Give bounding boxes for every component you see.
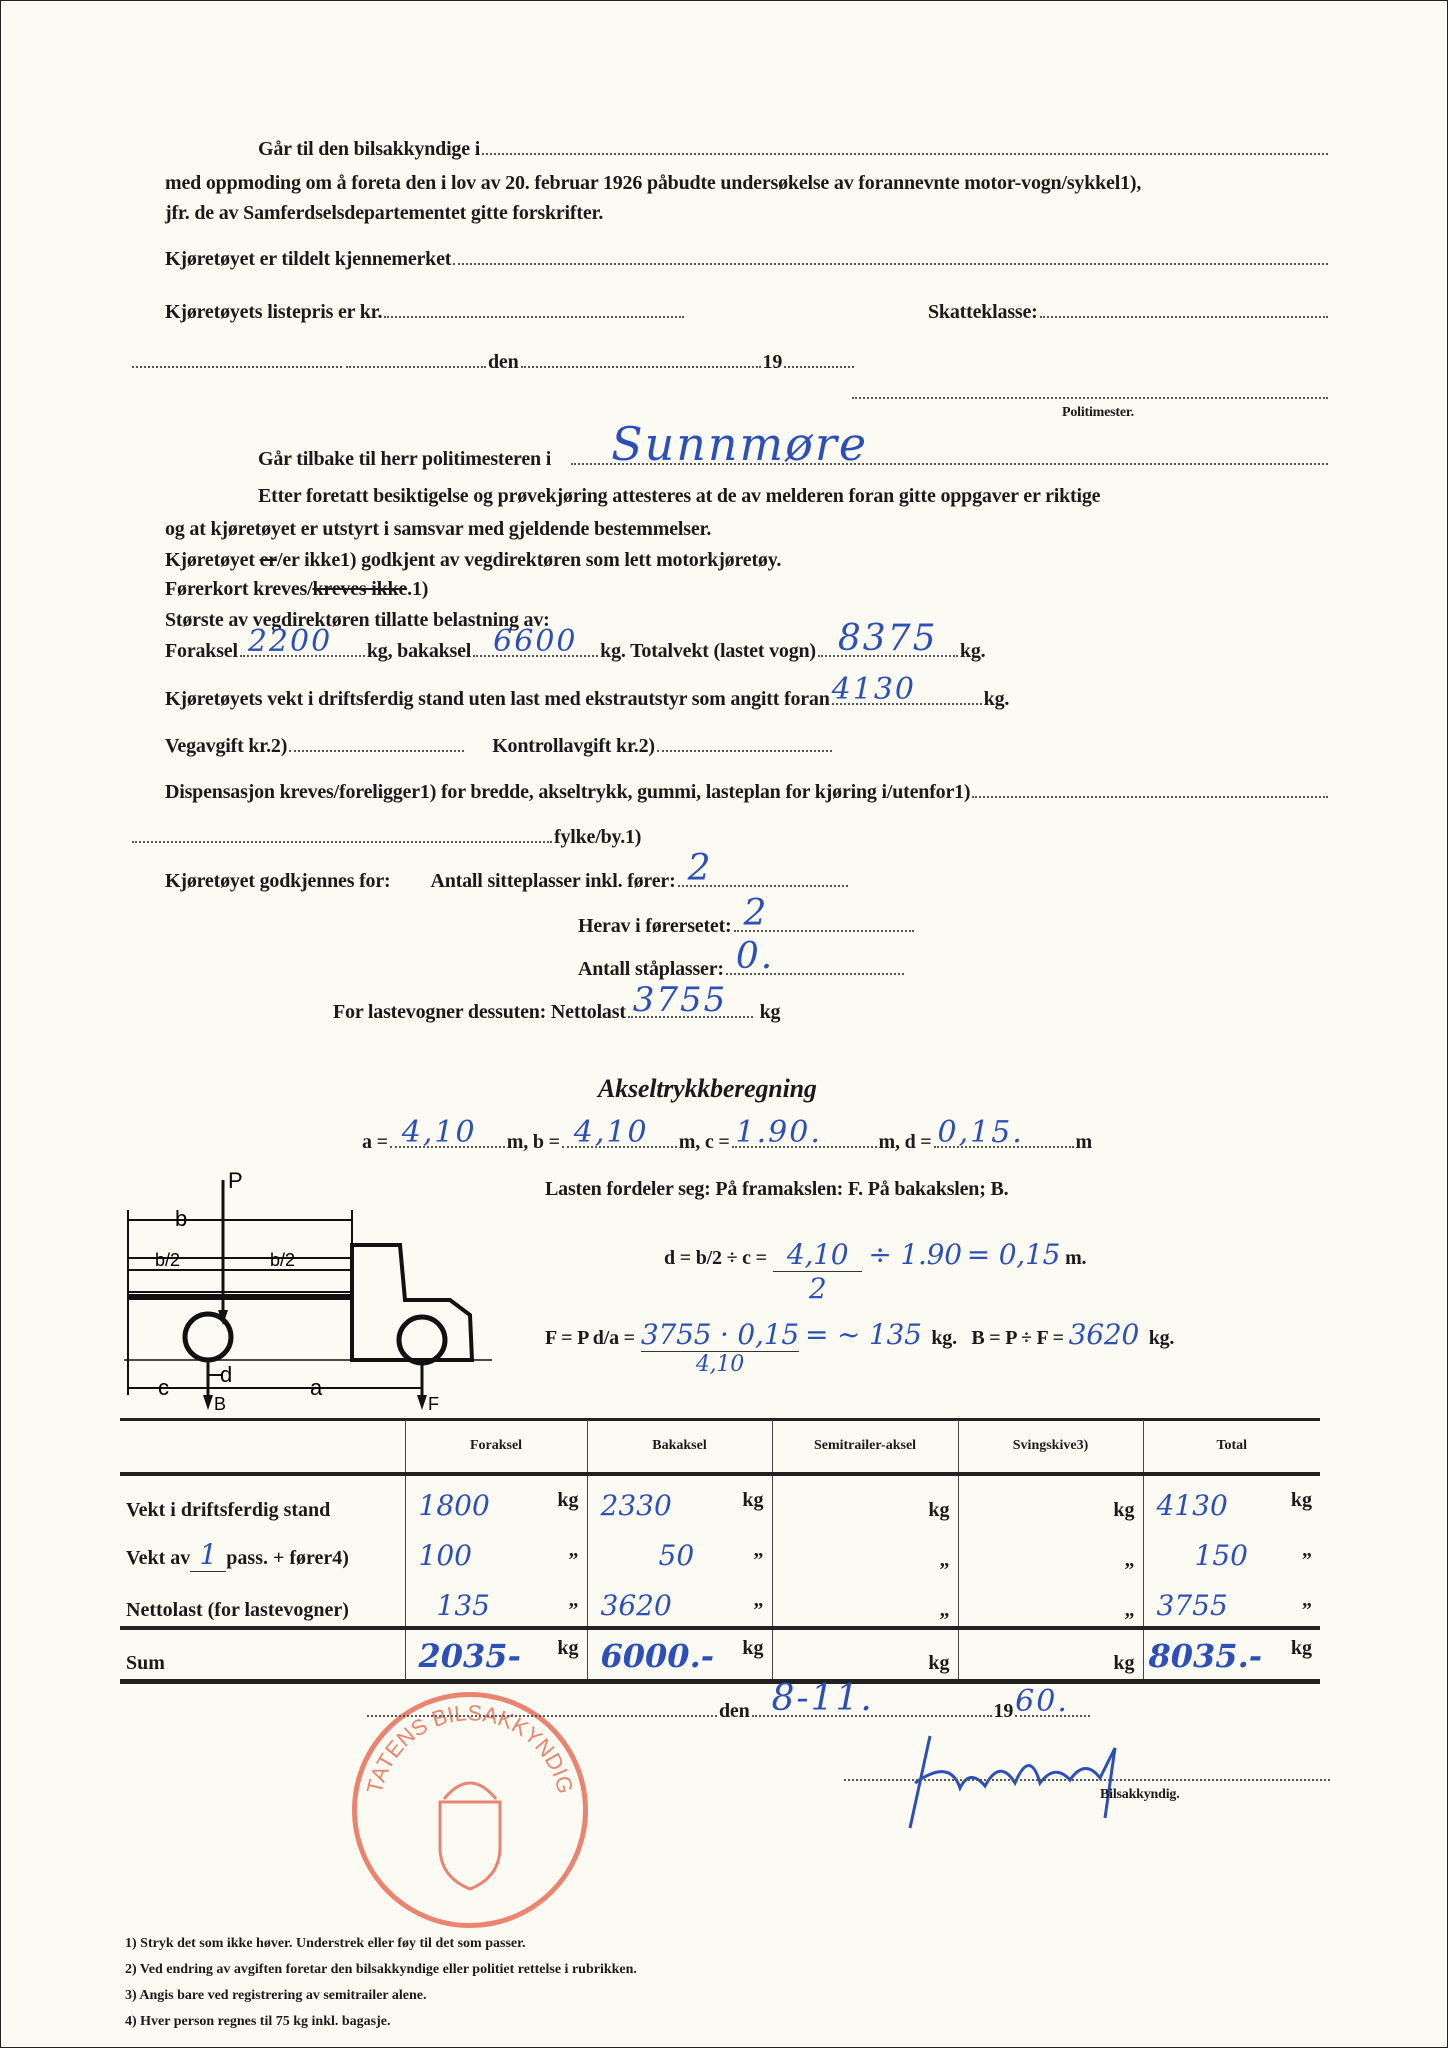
field-b[interactable] <box>562 1115 677 1150</box>
label-d: d <box>220 1362 233 1387</box>
table-cell[interactable] <box>405 1576 587 1628</box>
unit: kg <box>1290 1637 1312 1659</box>
handwritten-value: 3755 <box>1156 1589 1228 1622</box>
truck-cab <box>352 1245 472 1360</box>
unit: kg <box>742 1637 764 1659</box>
text: .1) <box>407 578 429 600</box>
text: kg <box>759 1001 781 1023</box>
label-b-half: b/2 <box>270 1250 296 1270</box>
line-vekt <box>165 672 1010 711</box>
footnote: 3) Angis bare ved registrering av semitrailer alene. <box>125 1988 427 2003</box>
table-row <box>120 1576 1320 1628</box>
text: m, d = <box>878 1131 932 1153</box>
column-header: Semitrailer-aksel <box>772 1420 958 1474</box>
lasten-text: Lasten fordeler seg: På framakslen: F. På bakakslen; B. <box>545 1178 1009 1200</box>
text: Kjøretøyet er tildelt kjennemerket <box>165 248 452 270</box>
text-line: jfr. de av Samferdselsdepartementet gitte forskrifter. <box>165 202 604 224</box>
unit: „ <box>753 1589 764 1611</box>
text: den <box>488 351 519 373</box>
field-skatteklasse[interactable] <box>1040 302 1328 318</box>
field-vegavgift[interactable] <box>289 736 464 752</box>
field-listepris[interactable] <box>384 302 684 318</box>
cargo-bed <box>128 1270 352 1292</box>
line-skatteklasse <box>928 301 1330 324</box>
handwritten-value: 1.90. <box>735 1115 822 1150</box>
line-staplasser <box>578 936 906 981</box>
axle-weight-table <box>120 1420 1320 1684</box>
handwritten-value: 100 <box>418 1539 472 1572</box>
line-politimester <box>258 417 1330 471</box>
table-cell[interactable] <box>772 1474 958 1526</box>
text: Skatteklasse: <box>928 301 1038 323</box>
field-place2[interactable] <box>346 352 486 368</box>
footnote: 1) Stryk det som ikke høver. Understrek eller føy til det som passer. <box>125 1936 526 1951</box>
sum-row <box>120 1628 1320 1682</box>
table-cell[interactable] <box>958 1474 1143 1526</box>
text: Går tilbake til herr politimesteren i <box>258 448 552 470</box>
line-nettolast <box>333 980 781 1024</box>
label-b-half: b/2 <box>155 1250 181 1270</box>
unit: kg <box>928 1499 950 1521</box>
fraction <box>773 1238 863 1305</box>
struck-text: er <box>259 549 277 571</box>
line-avgift <box>165 735 834 758</box>
label-f-axle: F <box>428 1394 439 1410</box>
line-forersetet <box>578 893 916 938</box>
handwritten-signature <box>890 1728 1210 1838</box>
text: F = P d/a = <box>545 1327 635 1349</box>
unit: „ <box>1124 1599 1135 1621</box>
d-formula <box>664 1238 1086 1305</box>
unit: kg <box>928 1652 950 1674</box>
front-wheel <box>399 1317 445 1363</box>
label-a: a <box>310 1375 323 1400</box>
table-cell[interactable] <box>1143 1576 1320 1628</box>
text: /er ikke1) godkjent av vegdirektøren som lett motorkjøretøy. <box>276 549 782 571</box>
text-line: og at kjøretøyet er utstyrt i samsvar med gjeldende bestemmelser. <box>165 518 712 540</box>
unit: „ <box>753 1539 764 1561</box>
unit: „ <box>1302 1589 1312 1611</box>
text: Kjøretøyet godkjennes for: <box>165 870 391 892</box>
handwritten-value: 4,10 <box>773 1238 863 1272</box>
handwritten-value: 8375 <box>837 618 938 659</box>
field-dispensasjon[interactable] <box>972 782 1328 798</box>
text: kg. Totalvekt (lastet vogn) <box>600 640 816 662</box>
handwritten-value: 4130 <box>831 672 917 707</box>
field-day[interactable] <box>521 352 761 368</box>
text: Kjøretøyets vekt i driftsferdig stand uten last med ekstrautstyr som angitt foran <box>165 688 830 710</box>
column-header: Total <box>1143 1420 1320 1474</box>
text: m <box>1075 1131 1092 1153</box>
line-dimensions <box>362 1115 1092 1154</box>
handwritten-value: 2035- <box>418 1637 521 1675</box>
field-fylke[interactable] <box>132 827 552 843</box>
handwritten-value: 3755 · 0,15 <box>640 1318 799 1351</box>
struck-text: kreves ikke <box>312 578 408 600</box>
field-sitteplasser[interactable] <box>678 848 848 889</box>
text: For lastevogner dessuten: Nettolast <box>333 1001 626 1023</box>
handwritten-value: 6000.- <box>600 1637 714 1675</box>
field-foraksel[interactable] <box>240 624 365 659</box>
fraction <box>641 1318 799 1377</box>
text: kg. <box>931 1327 957 1349</box>
unit: „ <box>939 1599 950 1621</box>
text-line: Etter foretatt besiktigelse og prøvekjøring attesteres at de av melderen foran gitte oppgaver er riktige <box>258 485 1101 507</box>
field-vekt[interactable] <box>831 672 982 707</box>
field-c[interactable] <box>732 1115 877 1150</box>
handwritten-value: 3620 <box>1068 1318 1140 1351</box>
text: fylke/by.1) <box>554 826 642 848</box>
handwritten-value: 1 <box>190 1538 226 1572</box>
field-bilsakkyndige[interactable] <box>482 139 1328 155</box>
footnote: 4) Hver person regnes til 75 kg inkl. bagasje. <box>125 2014 391 2029</box>
column-header: Svingskive3) <box>958 1420 1143 1474</box>
unit: kg <box>557 1489 579 1511</box>
label-b: b <box>175 1206 188 1231</box>
text: kg. <box>983 688 1010 710</box>
unit: „ <box>1124 1549 1135 1571</box>
text: Kjøretøyet <box>165 549 255 571</box>
field-signature[interactable] <box>852 383 1328 399</box>
text: Vegavgift kr.2) <box>165 735 288 757</box>
handwritten-value: 0,15. <box>937 1115 1024 1150</box>
line-godkjennes <box>165 848 850 893</box>
column-header <box>120 1420 405 1474</box>
table-cell[interactable] <box>405 1474 587 1526</box>
unit: kg <box>557 1637 579 1659</box>
text: Herav i førersetet: <box>578 915 732 937</box>
field-bakaksel[interactable] <box>473 624 598 659</box>
text: m, b = <box>506 1131 560 1153</box>
signer-label: Bilsakkyndig. <box>1100 1787 1180 1802</box>
row-label <box>120 1526 405 1576</box>
text: Antall sitteplasser inkl. fører: <box>430 870 676 892</box>
text: B = P ÷ F = <box>971 1327 1064 1349</box>
handwritten-value: = 0,15 <box>966 1238 1061 1271</box>
text: kg. <box>959 640 986 662</box>
handwritten-value: 150 <box>1194 1539 1248 1572</box>
field-staplasser[interactable] <box>726 936 904 977</box>
field-date[interactable] <box>752 1678 992 1719</box>
handwritten-place: Sunnmøre <box>611 417 869 471</box>
text: m. <box>1065 1247 1087 1269</box>
handwritten-value: 2 <box>687 848 713 889</box>
field-year[interactable] <box>784 352 854 368</box>
truck-axle-diagram <box>120 1170 510 1410</box>
field-a[interactable] <box>390 1115 505 1150</box>
line-listepris <box>165 301 686 324</box>
unit: kg <box>1113 1499 1135 1521</box>
row-label: Sum <box>120 1628 405 1682</box>
column-header: Foraksel <box>405 1420 587 1474</box>
table-cell[interactable] <box>1143 1526 1320 1576</box>
text: kg. <box>1148 1327 1175 1349</box>
field-nettolast[interactable] <box>628 980 753 1020</box>
handwritten-value: 2 <box>743 893 769 934</box>
table-header-row <box>120 1420 1320 1474</box>
row-label: Vekt i driftsferdig stand <box>126 1499 331 1521</box>
politimester-label: Politimester. <box>1062 405 1134 420</box>
field-kontrollavgift[interactable] <box>657 736 832 752</box>
text: Førerkort kreves/ <box>165 578 313 600</box>
field-year[interactable] <box>1015 1684 1090 1719</box>
text: Kjøretøyets listepris er kr. <box>165 301 383 323</box>
handwritten-value: 4,10 <box>401 1115 477 1150</box>
text: m, c = <box>678 1131 730 1153</box>
text: d = b/2 ÷ c = <box>664 1247 767 1269</box>
table-cell[interactable] <box>772 1628 958 1682</box>
signature-line <box>842 1765 1332 1781</box>
stamp-text: TATENS BILSAKKYNDIG <box>361 1700 579 1797</box>
official-stamp <box>352 1692 588 1928</box>
text: Foraksel <box>165 640 238 662</box>
field-place[interactable] <box>367 1701 717 1717</box>
line-bilsakkyndige <box>258 138 1330 161</box>
handwritten-value: ÷ 1.90 <box>868 1238 962 1271</box>
handwritten-value: 4130 <box>1156 1489 1228 1522</box>
text: Vekt av <box>126 1547 191 1569</box>
handwritten-value: = ~ 135 <box>804 1318 922 1351</box>
table-cell[interactable] <box>587 1526 772 1576</box>
politimester-signature-line <box>850 383 1330 399</box>
handwritten-value: 4,10 <box>695 1352 745 1377</box>
table-cell[interactable] <box>405 1526 587 1576</box>
text: 19 <box>762 351 783 373</box>
table-cell[interactable] <box>1143 1474 1320 1526</box>
text-line <box>165 578 428 601</box>
text: Dispensasjon kreves/foreligger1) for bredde, akseltrykk, gummi, lasteplan for kjøring i/utenfor1) <box>165 781 971 803</box>
field-signature[interactable] <box>844 1765 1330 1781</box>
text: 19 <box>993 1700 1014 1722</box>
handwritten-value: 0. <box>735 936 775 977</box>
text: Går til den bilsakkyndige i <box>258 138 481 160</box>
handwritten-value: 3620 <box>600 1589 672 1622</box>
handwritten-value: 50 <box>658 1539 695 1572</box>
calc-title: Akseltrykkberegning <box>598 1074 817 1103</box>
text-line: med oppmoding om å foreta den i lov av 20. februar 1926 påbudte undersøkelse av forannevnte motor-vogn/sykkel1), <box>165 172 1142 194</box>
handwritten-year: 60. <box>1015 1684 1069 1719</box>
text-line: Største av vegdirektøren tillatte belastning av: <box>165 609 550 631</box>
unit: kg <box>742 1489 764 1511</box>
table-cell[interactable] <box>772 1526 958 1576</box>
line-dispensasjon <box>165 781 1330 804</box>
handwritten-value: 4,10 <box>573 1115 649 1150</box>
line-signing-date <box>365 1678 1092 1723</box>
text: a = <box>362 1131 388 1153</box>
text: kg, bakaksel <box>366 640 472 662</box>
text-line <box>165 549 781 572</box>
handwritten-value: 2200 <box>247 624 333 659</box>
field-place[interactable] <box>571 417 1328 471</box>
unit: kg <box>1290 1489 1312 1511</box>
line-fylke <box>130 826 641 849</box>
handwritten-value: 2 <box>808 1272 827 1305</box>
table-row <box>120 1526 1320 1576</box>
table-cell[interactable] <box>587 1628 772 1682</box>
field-kjennemerke[interactable] <box>453 249 1328 265</box>
table-cell[interactable] <box>772 1576 958 1628</box>
table-cell[interactable] <box>587 1576 772 1628</box>
table-cell[interactable] <box>587 1474 772 1526</box>
table-cell[interactable] <box>405 1628 587 1682</box>
table-cell[interactable] <box>958 1628 1143 1682</box>
label-p: P <box>228 1170 243 1193</box>
table-cell[interactable] <box>958 1526 1143 1576</box>
text: Antall ståplasser: <box>578 958 724 980</box>
label-b-axle: B <box>214 1394 227 1410</box>
field-forersetet[interactable] <box>734 893 914 934</box>
text: Kontrollavgift kr.2) <box>492 735 655 757</box>
table-cell[interactable] <box>1143 1628 1320 1682</box>
handwritten-value: 135 <box>436 1589 490 1622</box>
table-cell[interactable] <box>958 1576 1143 1628</box>
unit: kg <box>1113 1652 1135 1674</box>
row-label: Nettolast (for lastevogner) <box>126 1599 349 1621</box>
column-header: Bakaksel <box>587 1420 772 1474</box>
line-kjennemerke <box>165 248 1330 271</box>
field-totalvekt[interactable] <box>818 618 958 659</box>
label-c: c <box>158 1375 169 1400</box>
handwritten-value: 1800 <box>418 1489 490 1522</box>
stamp-seal-icon <box>357 1697 583 1923</box>
unit: „ <box>568 1539 579 1561</box>
unit: „ <box>939 1549 950 1571</box>
footnote: 2) Ved endring av avgiften foretar den bilsakkyndige eller politiet rettelse i rubrikken. <box>125 1962 637 1977</box>
text: den <box>719 1700 750 1722</box>
handwritten-value: 6600 <box>493 624 578 659</box>
table-row <box>120 1474 1320 1526</box>
unit: „ <box>1302 1539 1312 1561</box>
f-formula <box>545 1318 1174 1377</box>
handwritten-date: 8-11. <box>771 1678 874 1719</box>
handwritten-value: 2330 <box>600 1489 672 1522</box>
line-date <box>130 351 856 374</box>
handwritten-value: 8035.- <box>1148 1637 1262 1675</box>
handwritten-value: 3755 <box>632 980 728 1020</box>
field-place[interactable] <box>132 352 342 368</box>
unit: „ <box>568 1589 579 1611</box>
field-d[interactable] <box>934 1115 1074 1150</box>
text: pass. + fører4) <box>226 1547 349 1569</box>
